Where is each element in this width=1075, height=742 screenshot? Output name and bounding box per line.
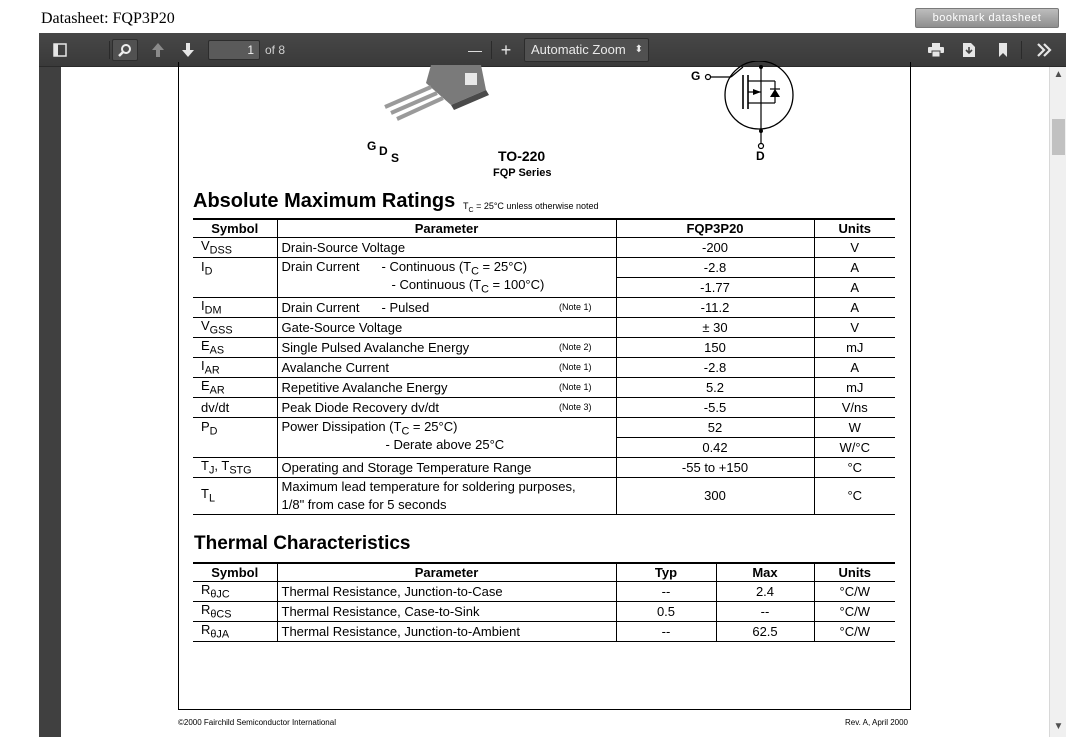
symbol: R [201,581,211,597]
amr-title: Absolute Maximum Ratings [193,190,456,212]
unit-cell: V/ns [814,397,895,417]
unit-cell: A [814,357,895,377]
symbol: R [201,601,211,617]
symbol-sub: J [208,464,215,477]
symbol-sub: AS [209,344,225,357]
symbol-sub: STG [229,464,252,477]
parameter-cell [277,377,616,397]
parameter-cell [277,397,616,417]
thermal-table [193,562,895,642]
value-cell: 150 [616,337,814,357]
value-cell: -200 [616,237,814,257]
thermal-header-symbol: Symbol [193,563,277,581]
table-row [193,601,895,621]
unit-cell: °C/W [814,581,895,601]
find-button[interactable] [112,39,138,61]
sidebar-toggle-icon [53,43,67,57]
condition-text: - Derate above 25°C [385,437,505,453]
parameter-cell [277,257,616,297]
cond: - Continuous (T [391,277,482,293]
footer-copyright: ©2000 Fairchild Semiconductor International [178,718,336,727]
symbol-sub: DM [204,304,222,317]
symbol-sub: θCS [210,608,232,621]
unit-cell: W/°C [814,437,895,457]
symbol-cell [193,337,277,357]
amr-note-sub: C [468,206,474,214]
toolbar-separator [491,41,492,59]
condition-text [391,277,545,296]
value-cell: -55 to +150 [616,457,814,477]
symbol: T [201,486,209,502]
unit-cell: V [814,317,895,337]
symbol-cell [193,581,277,601]
symbol-sub: AR [209,384,225,397]
symbol-sub: θJA [210,628,230,641]
parameter-text: Avalanche Current [281,359,389,375]
typ-cell: -- [616,621,716,641]
parameter-cell [277,337,616,357]
value-cell: ± 30 [616,317,814,337]
symbol-cell: dv/dt [193,397,277,417]
arrow-up-icon [151,42,165,58]
symbol-cell [193,457,277,477]
arrow-down-icon [181,42,195,58]
toolbar-separator [1021,41,1022,59]
max-cell: 62.5 [716,621,814,641]
symbol-cell [193,377,277,397]
cond-sub: C [471,265,479,278]
symbol-sub: L [208,492,215,505]
value-cell: -2.8 [616,357,814,377]
pin-label-g: G [367,139,377,153]
table-row [193,377,895,397]
thermal-header-parameter: Parameter [277,563,616,581]
zoom-out-button[interactable]: — [468,42,482,58]
table-row [193,357,895,377]
parameter-cell [277,477,616,514]
symbol-cell [193,297,277,317]
value-cell: -1.77 [616,277,814,297]
symbol: I [201,297,205,313]
unit-cell: A [814,297,895,317]
pdf-viewer [39,33,1066,737]
table-row [193,237,895,257]
parameter-rest: = 25°C) [409,418,458,434]
table-row [193,581,895,601]
mosfet-symbol-image [691,61,801,156]
cond-rest: = 25°C) [478,258,528,274]
tools-button[interactable] [1031,39,1057,61]
cond-sub: C [481,283,489,296]
value-cell: 5.2 [616,377,814,397]
search-icon [118,43,132,57]
cond-rest: = 100°C) [488,277,545,293]
parameter-text: Repetitive Avalanche Energy [281,379,448,395]
amr-header-symbol: Symbol [193,219,277,237]
table-row [193,477,895,514]
note-ref: (Note 2) [558,341,592,352]
symbol-sub: D [209,425,218,438]
symbol-cell [193,477,277,514]
unit-cell: A [814,277,895,297]
next-page-button[interactable] [175,39,201,61]
scroll-down-icon[interactable]: ▼ [1053,721,1064,732]
parameter-sub: C [401,425,410,438]
value-cell: 0.42 [616,437,814,457]
symbol-cell [193,417,277,457]
amr-header-parameter: Parameter [277,219,616,237]
zoom-in-button[interactable]: + [500,40,512,60]
note-ref: (Note 1) [558,301,592,312]
symbol-sub: DSS [209,244,232,257]
symbol: E [201,337,210,353]
amr-condition-note [463,201,599,214]
cond: - Continuous (T [381,258,472,274]
package-name: TO-220 [498,148,546,164]
parameter-text: Drain Current [281,299,360,315]
symbol: E [201,377,210,393]
note-ref: (Note 3) [558,401,592,412]
symbol: R [201,621,211,637]
unit-cell: °C [814,477,895,514]
symbol-cell [193,621,277,641]
condition-text: - Pulsed [381,299,430,315]
bookmark-icon [998,43,1008,57]
print-icon [928,43,944,57]
amr-note-rest: = 25°C unless otherwise noted [473,201,599,211]
note-ref: (Note 1) [558,381,592,392]
thermal-header-units: Units [814,563,895,581]
symbol-cell [193,317,277,337]
parameter-cell [277,417,616,457]
bookmark-button[interactable] [990,39,1016,61]
parameter-cell [277,297,616,317]
package-series: FQP Series [493,167,552,179]
gate-label: G [691,69,701,83]
note-ref: (Note 1) [558,361,592,372]
parameter-cell: Thermal Resistance, Case-to-Sink [277,601,616,621]
symbol: P [201,418,210,434]
symbol-sub: D [204,265,213,278]
symbol: V [201,317,210,333]
amr-table [193,218,895,515]
amr-note-t: T [463,201,469,211]
typ-cell: 0.5 [616,601,716,621]
double-chevron-icon [1036,43,1052,57]
table-row [193,297,895,317]
sidebar-toggle-button[interactable] [47,39,73,61]
parameter-cell: Operating and Storage Temperature Range [277,457,616,477]
download-icon [962,42,976,58]
table-row [193,257,895,277]
parameter-text: Maximum lead temperature for soldering purposes, [281,478,576,494]
print-button[interactable] [923,39,949,61]
symbol: I [201,357,205,373]
unit-cell: mJ [814,337,895,357]
select-caret-icon: ⬍ [634,44,643,55]
table-row [193,337,895,357]
table-row [193,397,895,417]
unit-cell: A [814,257,895,277]
pin-label-d: D [379,144,388,158]
symbol: V [201,237,210,253]
parameter-text: Drain Current [281,258,360,274]
value-cell: -2.8 [616,257,814,277]
parameter-cell: Thermal Resistance, Junction-to-Case [277,581,616,601]
pin-label-s: S [391,151,400,165]
thermal-title: Thermal Characteristics [194,533,411,554]
footer-revision: Rev. A, April 2000 [845,718,908,727]
scroll-up-icon[interactable]: ▲ [1053,69,1064,80]
zoom-value: Automatic Zoom [531,42,626,57]
unit-cell: °C/W [814,601,895,621]
value-cell: 52 [616,417,814,437]
table-row [193,317,895,337]
download-button[interactable] [956,39,982,61]
parameter-cell: Drain-Source Voltage [277,237,616,257]
symbol-cell [193,257,277,297]
page-count: of 8 [265,43,286,57]
parameter-cell: Gate-Source Voltage [277,317,616,337]
symbol-sub: θJC [210,588,230,601]
parameter-text: Peak Diode Recovery dv/dt [281,399,440,415]
parameter-text: Power Dissipation (T [281,418,402,434]
typ-cell: -- [616,581,716,601]
table-row [193,621,895,641]
page-number-input[interactable]: 1 [208,40,260,60]
amr-header-units: Units [814,219,895,237]
symbol-sub: GSS [209,324,233,337]
table-row [193,417,895,437]
symbol: I [201,258,205,274]
amr-header-part: FQP3P20 [616,219,814,237]
table-row [193,457,895,477]
unit-cell: °C [814,457,895,477]
vertical-scrollbar[interactable] [1049,67,1066,737]
thermal-header-typ: Typ [616,563,716,581]
parameter-cell: Thermal Resistance, Junction-to-Ambient [277,621,616,641]
scrollbar-thumb[interactable] [1052,119,1065,155]
page-title: Datasheet: FQP3P20 [41,10,175,27]
parameter-cell [277,357,616,377]
symbol-cell [193,237,277,257]
unit-cell: °C/W [814,621,895,641]
parameter-text: Single Pulsed Avalanche Energy [281,339,470,355]
parameter-text-2: 1/8" from case for 5 seconds [281,496,447,512]
thermal-header-max: Max [716,563,814,581]
to220-package-image [361,65,511,145]
value-cell: -5.5 [616,397,814,417]
value-cell: -11.2 [616,297,814,317]
max-cell: 2.4 [716,581,814,601]
previous-page-button[interactable] [145,39,171,61]
symbol-sub: AR [204,364,220,377]
value-cell: 300 [616,477,814,514]
unit-cell: mJ [814,377,895,397]
toolbar-separator [109,41,110,59]
max-cell: -- [716,601,814,621]
symbol: T [201,457,209,473]
symbol-cell [193,357,277,377]
symbol: , T [214,457,230,473]
drain-label: D [756,149,765,163]
bookmark-datasheet-button[interactable]: bookmark datasheet [915,8,1059,28]
unit-cell: V [814,237,895,257]
symbol-cell [193,601,277,621]
condition-text [381,258,528,278]
zoom-select[interactable] [524,38,649,62]
unit-cell: W [814,417,895,437]
pdf-page [61,67,1050,737]
